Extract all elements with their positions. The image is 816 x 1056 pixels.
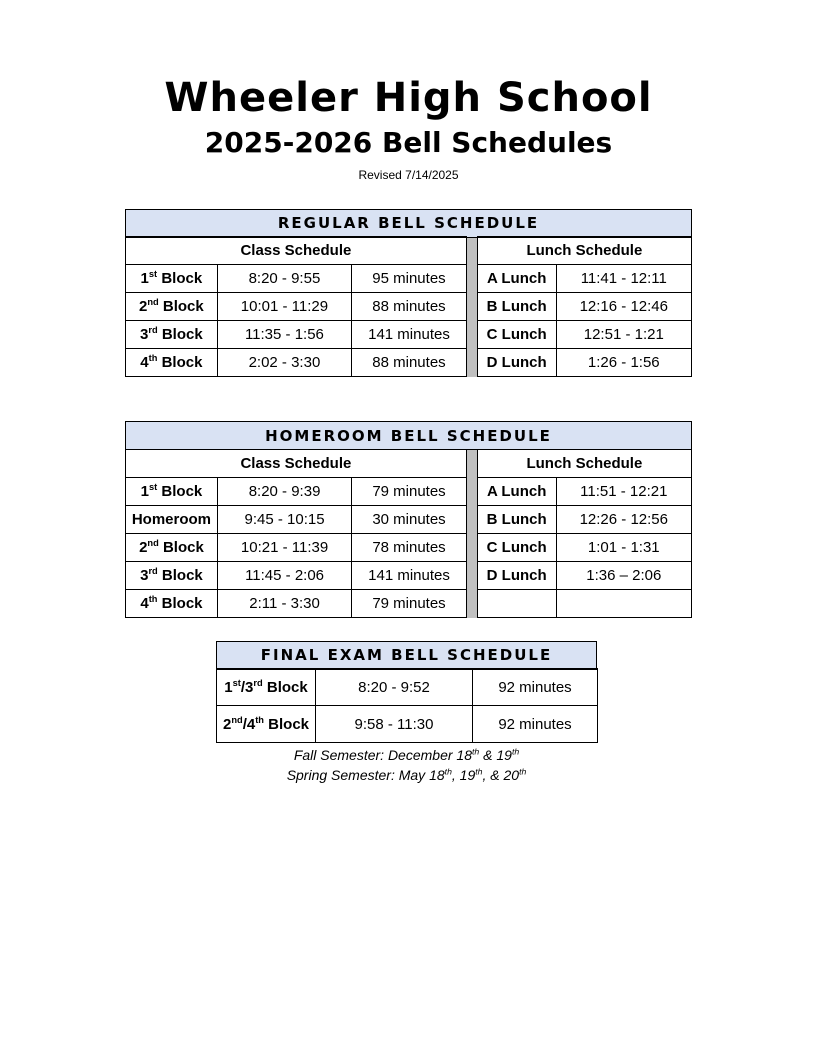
duration-cell: 78 minutes (352, 533, 467, 561)
class-schedule-row (126, 293, 467, 321)
table-divider (467, 450, 477, 618)
final-exam-schedule-title: FINAL EXAM BELL SCHEDULE (216, 641, 597, 670)
duration-cell: 141 minutes (352, 321, 467, 349)
lunch-label-cell: B Lunch (477, 293, 556, 321)
duration-cell: 88 minutes (352, 349, 467, 377)
block-label-cell: 4th Block (126, 349, 218, 377)
time-cell: 8:20 - 9:55 (217, 265, 351, 293)
lunch-label-cell: D Lunch (477, 561, 556, 589)
lunch-schedule-row (477, 349, 691, 377)
homeroom-class-schedule-table (125, 449, 467, 618)
block-label-cell: 4th Block (126, 589, 218, 617)
class-schedule-row (126, 505, 467, 533)
time-cell: 9:45 - 10:15 (217, 505, 351, 533)
block-label-cell: 2nd/4th Block (217, 706, 316, 743)
class-schedule-row (126, 349, 467, 377)
block-label-cell: Homeroom (126, 505, 218, 533)
exam-schedule-row (217, 669, 598, 706)
regular-schedule-title: REGULAR BELL SCHEDULE (125, 209, 692, 238)
document-header (125, 0, 692, 182)
duration-cell: 92 minutes (473, 706, 598, 743)
page-title: Wheeler High School (164, 75, 653, 121)
semester-note: Spring Semester: May 18th, 19th, & 20th (286, 766, 527, 784)
lunch-schedule-header-row (477, 237, 691, 265)
block-label-cell: 2nd Block (126, 293, 218, 321)
exam-schedule-row (217, 706, 598, 743)
homeroom-lunch-schedule-table (477, 449, 692, 618)
duration-cell: 30 minutes (352, 505, 467, 533)
class-schedule-header-row (126, 449, 467, 477)
regular-lunch-schedule-table (477, 236, 692, 377)
semester-note: Fall Semester: December 18th & 19th (293, 746, 520, 764)
lunch-time-cell: 1:01 - 1:31 (556, 533, 691, 561)
lunch-schedule-row (477, 561, 691, 589)
block-label-cell: 3rd Block (126, 561, 218, 589)
time-cell: 2:11 - 3:30 (217, 589, 351, 617)
class-schedule-row (126, 321, 467, 349)
class-schedule-header-row (126, 237, 467, 265)
lunch-time-cell: 1:26 - 1:56 (556, 349, 691, 377)
class-schedule-header: Class Schedule (126, 237, 467, 265)
lunch-time-cell: 11:51 - 12:21 (556, 477, 691, 505)
lunch-label-cell: C Lunch (477, 321, 556, 349)
lunch-time-cell: 12:16 - 12:46 (556, 293, 691, 321)
block-label-cell: 1st Block (126, 265, 218, 293)
time-cell: 8:20 - 9:39 (217, 477, 351, 505)
class-schedule-row (126, 561, 467, 589)
lunch-time-cell (556, 589, 691, 617)
lunch-time-cell: 12:26 - 12:56 (556, 505, 691, 533)
lunch-label-cell: D Lunch (477, 349, 556, 377)
lunch-label-cell (477, 589, 556, 617)
lunch-schedule-row (477, 265, 691, 293)
time-cell: 2:02 - 3:30 (217, 349, 351, 377)
lunch-schedule-header-row (477, 449, 691, 477)
class-schedule-row (126, 477, 467, 505)
lunch-label-cell: C Lunch (477, 533, 556, 561)
class-schedule-row (126, 589, 467, 617)
block-label-cell: 3rd Block (126, 321, 218, 349)
duration-cell: 141 minutes (352, 561, 467, 589)
duration-cell: 79 minutes (352, 589, 467, 617)
lunch-schedule-row (477, 477, 691, 505)
time-cell: 11:35 - 1:56 (217, 321, 351, 349)
block-label-cell: 1st/3rd Block (217, 669, 316, 706)
final-exam-schedule-table (216, 668, 598, 743)
regular-class-schedule-table (125, 236, 467, 377)
lunch-schedule-header: Lunch Schedule (477, 449, 691, 477)
duration-cell: 88 minutes (352, 293, 467, 321)
time-cell: 10:01 - 11:29 (217, 293, 351, 321)
duration-cell: 79 minutes (352, 477, 467, 505)
duration-cell: 92 minutes (473, 669, 598, 706)
lunch-time-cell: 11:41 - 12:11 (556, 265, 691, 293)
class-schedule-header: Class Schedule (126, 449, 467, 477)
regular-bell-schedule (125, 209, 692, 378)
class-schedule-row (126, 533, 467, 561)
lunch-schedule-row (477, 589, 691, 617)
lunch-time-cell: 12:51 - 1:21 (556, 321, 691, 349)
revised-date: Revised 7/14/2025 (358, 167, 459, 182)
lunch-schedule-header: Lunch Schedule (477, 237, 691, 265)
regular-schedule-body (125, 236, 692, 377)
lunch-schedule-row (477, 321, 691, 349)
lunch-label-cell: A Lunch (477, 265, 556, 293)
class-schedule-row (126, 265, 467, 293)
final-exam-bell-schedule (216, 641, 597, 744)
lunch-schedule-row (477, 533, 691, 561)
time-cell: 10:21 - 11:39 (217, 533, 351, 561)
block-label-cell: 2nd Block (126, 533, 218, 561)
lunch-schedule-row (477, 505, 691, 533)
lunch-time-cell: 1:36 – 2:06 (556, 561, 691, 589)
block-label-cell: 1st Block (126, 477, 218, 505)
lunch-label-cell: B Lunch (477, 505, 556, 533)
homeroom-schedule-body (125, 449, 692, 618)
homeroom-bell-schedule (125, 421, 692, 618)
lunch-label-cell: A Lunch (477, 477, 556, 505)
time-cell: 11:45 - 2:06 (217, 561, 351, 589)
time-cell: 9:58 - 11:30 (316, 706, 473, 743)
page-subtitle: 2025-2026 Bell Schedules (204, 125, 613, 159)
duration-cell: 95 minutes (352, 265, 467, 293)
lunch-schedule-row (477, 293, 691, 321)
time-cell: 8:20 - 9:52 (316, 669, 473, 706)
exam-dates-notes (216, 746, 597, 785)
homeroom-schedule-title: HOMEROOM BELL SCHEDULE (125, 421, 692, 450)
table-divider (467, 238, 477, 378)
